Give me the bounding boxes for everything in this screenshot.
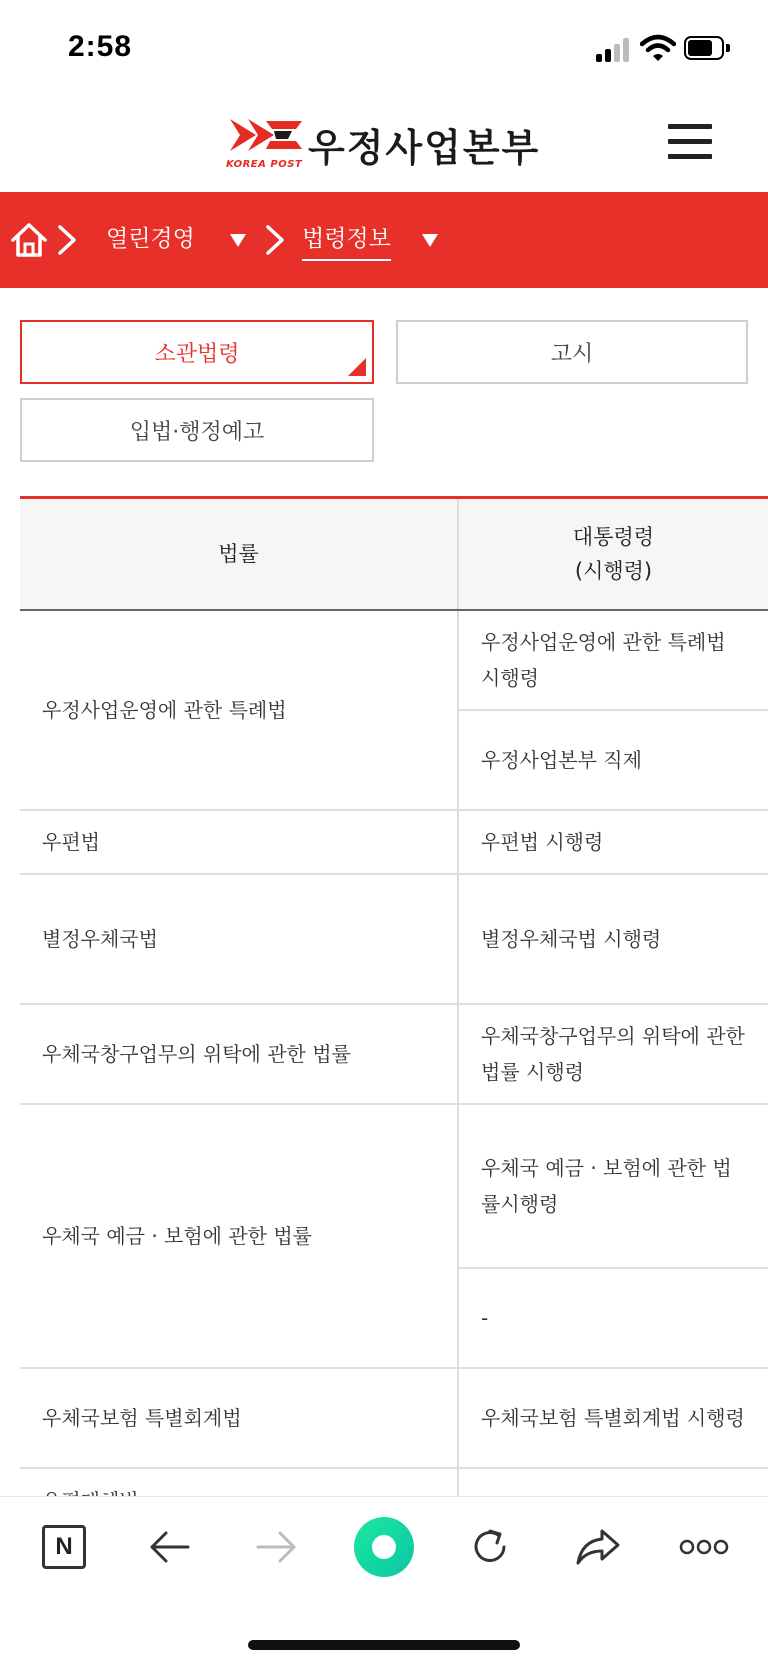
decree-cell[interactable]: - [458,1268,768,1368]
dropdown-triangle-icon[interactable] [422,234,438,247]
refresh-button[interactable] [458,1519,522,1575]
browser-toolbar [0,1496,768,1616]
back-button[interactable] [138,1519,202,1575]
green-dot-icon [353,1516,415,1578]
breadcrumb-item-law-info[interactable]: 법령정보 [302,220,391,261]
status-bar [0,0,768,96]
tab-jurisdiction-laws[interactable] [20,320,374,384]
decree-cell[interactable]: 우체국 예금 · 보험에 관한 법률시행령 [458,1104,768,1268]
table-row [20,1368,768,1468]
site-header [0,96,768,192]
table-row [20,810,768,874]
decree-cell[interactable]: 우정사업운영에 관한 특례법 시행령 [458,610,768,710]
tab-label: 입법·행정예고 [129,419,265,445]
home-indicator[interactable] [248,1640,520,1650]
naver-button[interactable] [32,1519,96,1575]
status-time: 2:58 [68,30,133,63]
more-icon [679,1539,729,1555]
korea-post-logo[interactable] [226,114,540,174]
decree-cell[interactable]: 우체국보험 특별회계법 시행령 [458,1368,768,1468]
signal-icon [596,38,632,62]
back-arrow-icon [148,1529,192,1565]
column-header-decree: 대통령령 (시행령) [458,498,768,610]
active-corner-icon [348,358,366,376]
law-cell[interactable]: 우정사업운영에 관한 특례법 [20,610,458,810]
law-cell[interactable]: 우체국창구업무의 위탁에 관한 법률 [20,1004,458,1104]
share-icon [574,1527,622,1567]
korea-post-emblem-icon [226,115,304,173]
share-button[interactable] [566,1519,630,1575]
chevron-right-icon [264,224,286,256]
table-row [20,1104,768,1268]
dropdown-triangle-icon[interactable] [230,234,246,247]
breadcrumb-item-open-management[interactable]: 열린경영 [106,226,195,252]
green-dot-button[interactable] [352,1519,416,1575]
table-row [20,1004,768,1104]
battery-icon [684,36,730,60]
law-cell[interactable]: 우체국보험 특별회계법 [20,1368,458,1468]
refresh-icon [468,1525,512,1569]
naver-icon: N [42,1525,86,1569]
logo-text: 우정사업본부 [308,125,541,170]
forward-arrow-icon [254,1529,298,1565]
chevron-right-icon [56,224,78,256]
breadcrumb [0,192,768,288]
logo-subtitle: KOREA POST [226,159,303,170]
law-cell[interactable]: 우편법 [20,810,458,874]
home-icon[interactable] [10,222,48,258]
law-cell[interactable]: 우체국 예금 · 보험에 관한 법률 [20,1104,458,1368]
table-row [20,610,768,710]
column-header-law: 법률 [20,498,458,610]
decree-cell[interactable]: 별정우체국법 시행령 [458,874,768,1004]
table-header-row [20,498,768,610]
tab-legislative-notices[interactable] [20,398,374,462]
decree-cell[interactable]: 우편법 시행령 [458,810,768,874]
table-row [20,874,768,1004]
decree-cell[interactable]: 우체국창구업무의 위탁에 관한 법률 시행령 [458,1004,768,1104]
wifi-icon [640,34,676,62]
decree-cell[interactable]: 우정사업본부 직제 [458,710,768,810]
tab-label: 소관법령 [154,341,240,367]
forward-button[interactable] [244,1519,308,1575]
tab-label: 고시 [550,341,594,367]
hamburger-menu-icon[interactable] [668,124,712,160]
law-cell[interactable]: 별정우체국법 [20,874,458,1004]
more-button[interactable] [672,1519,736,1575]
tab-notices[interactable] [396,320,748,384]
law-table [20,496,768,1569]
